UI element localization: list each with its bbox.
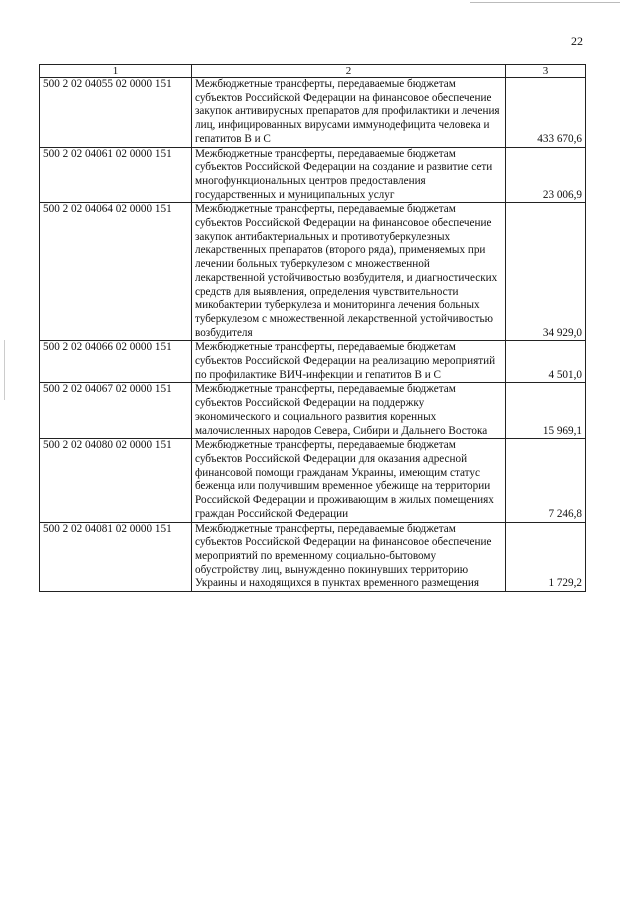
column-header-description: 2	[192, 65, 506, 78]
table-header	[40, 65, 586, 78]
row-amount: 433 670,6	[506, 78, 586, 148]
column-header-amount: 3	[506, 65, 586, 78]
scan-edge-line	[470, 2, 620, 3]
table-row	[40, 147, 586, 203]
row-code: 500 2 02 04055 02 0000 151	[40, 78, 192, 148]
row-description: Межбюджетные трансферты, передаваемые бюджетам субъектов Российской Федерации на реализацию мероприятий по профилактике ВИЧ-инфекции и гепатитов В и С	[192, 341, 506, 383]
row-amount: 34 929,0	[506, 203, 586, 341]
page-number: 22	[571, 34, 583, 48]
scan-left-mark	[4, 340, 5, 400]
row-description: Межбюджетные трансферты, передаваемые бюджетам субъектов Российской Федерации на финансовое обеспечение закупок антибактериальных и противотуберкулезных лекарственных препаратов (второго ряда), применяемых при лечении больных туберкулезом с множественной лекарственной устойчивостью возбудителя, и диагностических средств для выявления, определения чувствительности микобактерии туберкулеза и мониторинга лечения больных туберкулезом с множественной лекарственной устойчивостью возбудителя	[192, 203, 506, 341]
row-code: 500 2 02 04080 02 0000 151	[40, 439, 192, 522]
row-amount: 1 729,2	[506, 522, 586, 592]
table-row	[40, 203, 586, 341]
table-row	[40, 439, 586, 522]
row-code: 500 2 02 04061 02 0000 151	[40, 147, 192, 203]
row-description: Межбюджетные трансферты, передаваемые бюджетам субъектов Российской Федерации на финансовое обеспечение мероприятий по временному социально-бытовому обустройству лиц, вынужденно покинувших территорию Украины и находящихся в пунктах временного размещения	[192, 522, 506, 592]
row-description: Межбюджетные трансферты, передаваемые бюджетам субъектов Российской Федерации на финансовое обеспечение закупок антивирусных препаратов для профилактики и лечения лиц, инфицированных вирусами иммунодефицита человека и гепатитов В и С	[192, 78, 506, 148]
table-row	[40, 522, 586, 592]
row-code: 500 2 02 04067 02 0000 151	[40, 383, 192, 439]
row-description: Межбюджетные трансферты, передаваемые бюджетам субъектов Российской Федерации для оказания адресной финансовой помощи гражданам Украины, имеющим статус беженца или получившим временное убежище на территории Российской Федерации и проживающим в жилых помещениях граждан Российской Федерации	[192, 439, 506, 522]
budget-table	[39, 64, 586, 592]
row-amount: 4 501,0	[506, 341, 586, 383]
table-row	[40, 78, 586, 148]
column-header-code: 1	[40, 65, 192, 78]
row-amount: 23 006,9	[506, 147, 586, 203]
row-description: Межбюджетные трансферты, передаваемые бюджетам субъектов Российской Федерации на создание и развитие сети многофункциональных центров предоставления государственных и муниципальных услуг	[192, 147, 506, 203]
row-code: 500 2 02 04066 02 0000 151	[40, 341, 192, 383]
row-code: 500 2 02 04064 02 0000 151	[40, 203, 192, 341]
row-amount: 15 969,1	[506, 383, 586, 439]
table-row	[40, 341, 586, 383]
row-code: 500 2 02 04081 02 0000 151	[40, 522, 192, 592]
row-description: Межбюджетные трансферты, передаваемые бюджетам субъектов Российской Федерации на поддержку экономического и социального развития коренных малочисленных народов Севера, Сибири и Дальнего Востока	[192, 383, 506, 439]
row-amount: 7 246,8	[506, 439, 586, 522]
table-row	[40, 383, 586, 439]
